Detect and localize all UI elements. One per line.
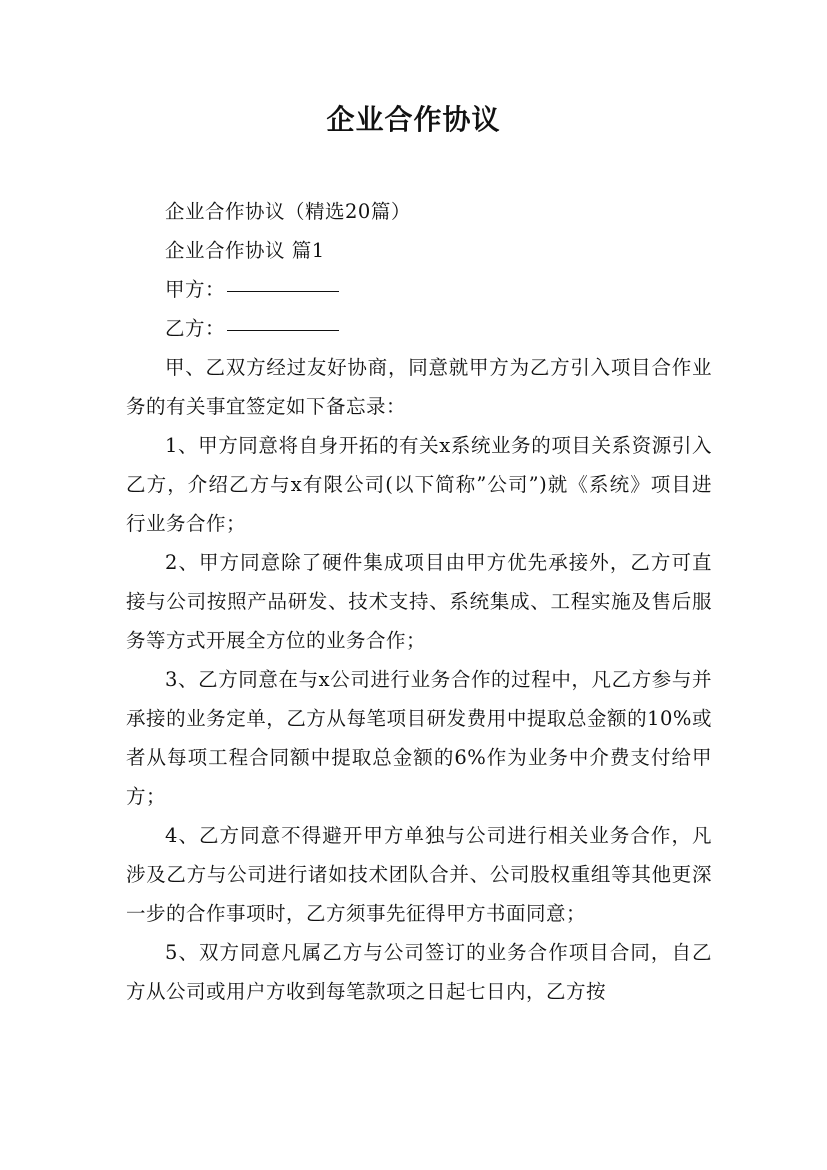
paragraph-clause-1: 1、甲方同意将自身开拓的有关x系统业务的项目关系资源引入乙方，介绍乙方与x有限公司(以下简称”公司”)就《系统》项目进行业务合作； (126, 434, 712, 535)
party-b-label: 乙方： (165, 317, 226, 340)
party-b-line (126, 309, 712, 348)
party-a-label: 甲方： (165, 278, 226, 301)
party-a-blank (227, 290, 339, 292)
paragraph-clause-5: 5、双方同意凡属乙方与公司签订的业务合作项目合同，自乙方从公司或用户方收到每笔款项之日起七日内，乙方按 (126, 941, 712, 1003)
document-body (126, 192, 712, 1011)
paragraph-section-heading: 企业合作协议 篇1 (165, 239, 325, 262)
document-title: 企业合作协议 (326, 103, 501, 136)
party-b-blank (227, 329, 339, 331)
party-a-line (126, 270, 712, 309)
paragraph-clause-3: 3、乙方同意在与x公司进行业务合作的过程中，凡乙方参与并承接的业务定单，乙方从每笔项目研发费用中提取总金额的10%或者从每项工程合同额中提取总金额的6%作为业务中介费支付给甲方； (126, 668, 712, 808)
paragraph-clause-2: 2、甲方同意除了硬件集成项目由甲方优先承接外，乙方可直接与公司按照产品研发、技术支持、系统集成、工程实施及售后服务等方式开展全方位的业务合作； (126, 551, 712, 652)
paragraph-subtitle: 企业合作协议（精选20篇） (165, 200, 411, 223)
paragraph-clause-4: 4、乙方同意不得避开甲方单独与公司进行相关业务合作，凡涉及乙方与公司进行诸如技术团队合并、公司股权重组等其他更深一步的合作事项时，乙方须事先征得甲方书面同意； (126, 824, 712, 925)
paragraph-intro: 甲、乙双方经过友好协商，同意就甲方为乙方引入项目合作业务的有关事宜签定如下备忘录： (126, 356, 712, 418)
